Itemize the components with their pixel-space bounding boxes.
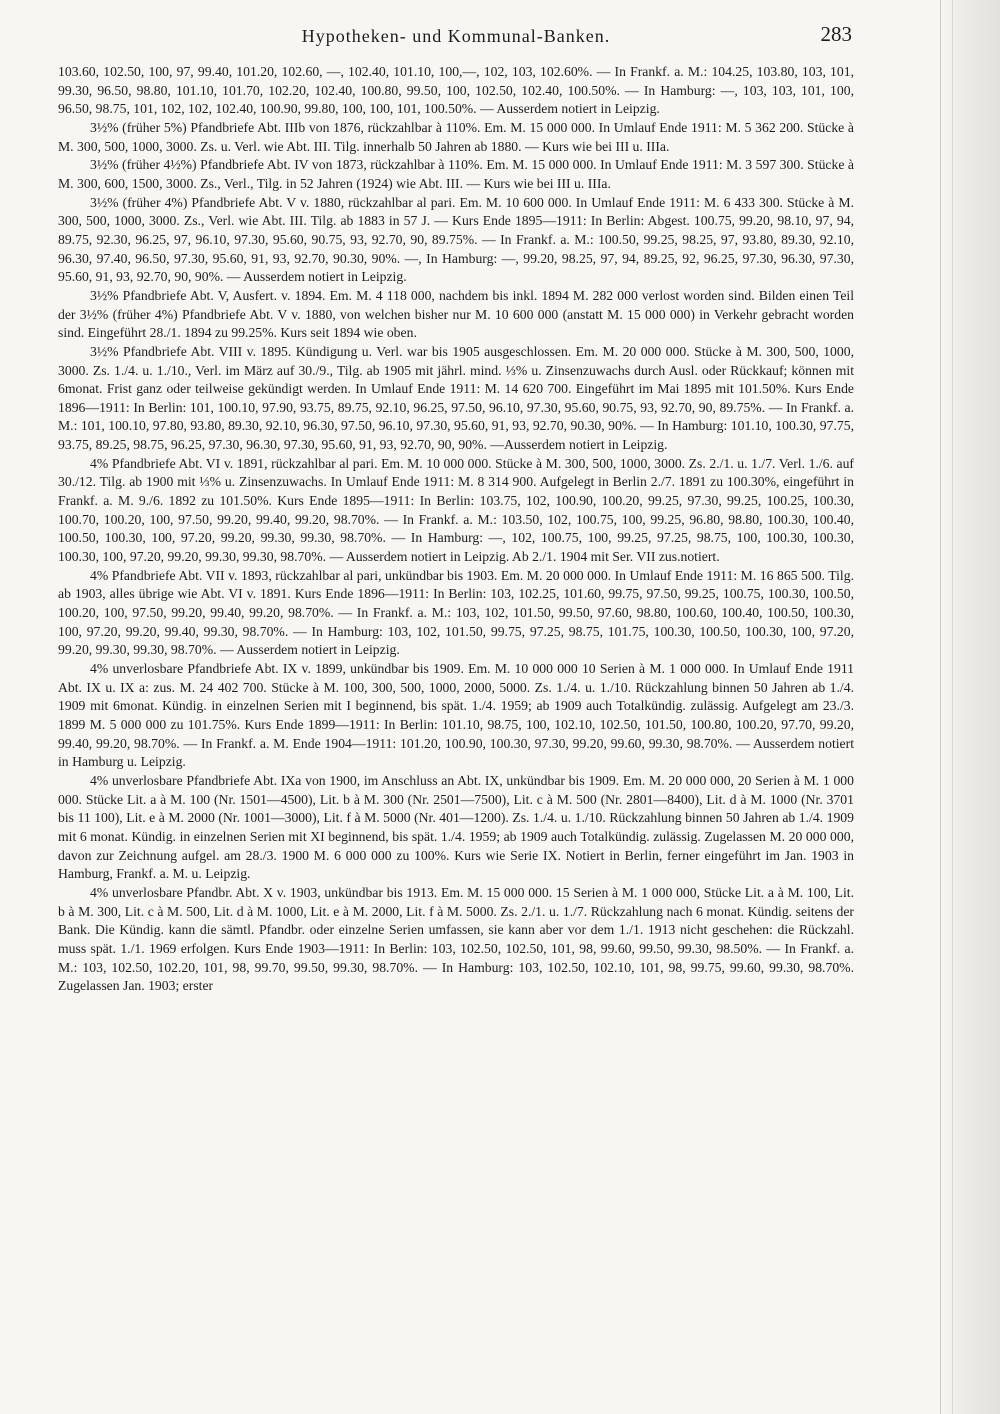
running-header bbox=[58, 20, 854, 56]
paragraph-abt-ix: 4% unverlosbare Pfandbriefe Abt. IX v. 1899, unkündbar bis 1909. Em. M. 10 000 000 10 Serien à M. 1 000 000. In Umlauf Ende 1911 Abt. IX u. IX a: zus. M. 24 402 700. Stücke à M. 100, 300, 500, 1000, 2000, 5000. Zs. 1./4. u. 1./10. Rückzahlung binnen 50 Jahren ab 1./4. 1909 mit 6monat. Kündig. in einzelnen Serien mit I beginnend, bis spät. 1./4. 1959; ab 1909 auch Totalkündig. zulässig. Aufgelegt am 23./3. 1899 M. 5 000 000 zu 101.75%. Kurs Ende 1899—1911: In Berlin: 101.10, 98.75, 100, 102.10, 102.50, 101.50, 100.80, 100.20, 97.70, 99.20, 99.40, 99.20, 98.70%. — In Frankf. a. M. Ende 1904—1911: 101.20, 100.90, 100.30, 97.30, 99.20, 99.60, 99.30, 98.70%. — Ausserdem notiert in Hamburg u. Leipzig. bbox=[58, 661, 854, 770]
paragraph-continuation: 103.60, 102.50, 100, 97, 99.40, 101.20, 102.60, —, 102.40, 101.10, 100,—, 102, 103, 102.60%. — In Frankf. a. M.: 104.25, 103.80, 103, 101, 99.30, 96.50, 98.80, 101.10, 101.70, 102.20, 102.40, 100.80, 99.50, 100, 102.50, 102.40, 100.50%. — In Hamburg: —, 103, 103, 101, 100, 96.50, 98.75, 101, 102, 102, 102.40, 100.90, 99.80, 100, 100, 101, 100.50%. — Ausserdem notiert in Leipzig. bbox=[58, 64, 854, 117]
running-title: Hypotheken- und Kommunal-Banken. bbox=[301, 26, 611, 46]
page-number: 283 bbox=[820, 22, 852, 46]
paragraph-abt-x: 4% unverlosbare Pfandbr. Abt. X v. 1903, unkündbar bis 1913. Em. M. 15 000 000. 15 Serien à M. 1 000 000, Stücke Lit. a à M. 100, Lit. b à M. 300, Lit. c à M. 500, Lit. d à M. 1000, Lit. e à M. 2000, Lit. f à M. 5000. Zs. 2./1. u. 1./7. Rückzahlung nach 6 monat. Kündig. seitens der Bank. Die Kündig. kann die sämtl. Pfandbr. oder einzelne Serien umfassen, sie kann aber vor dem 1./1. 1913 nicht geschehen: die Rückzahl. muss spät. 1./1. 1969 erfolgen. Kurs Ende 1903—1911: In Berlin: 103, 102.50, 102.50, 101, 98, 99.60, 99.50, 99.30, 98.50%. — In Frankf. a. M.: 103, 102.50, 102.20, 101, 98, 99.70, 99.50, 99.30, 98.70%. — In Hamburg: 103, 102.50, 102.10, 101, 98, 99.75, 99.60, 99.30, 98.70%. Zugelassen Jan. 1903; erster bbox=[58, 884, 854, 994]
paragraph-abt-ixa: 4% unverlosbare Pfandbriefe Abt. IXa von 1900, im Anschluss an Abt. IX, unkündbar bis 1909. Em. M. 20 000 000, 20 Serien à M. 1 000 000. Stücke Lit. a à M. 100 (Nr. 1501—4500), Lit. b à M. 300 (Nr. 2501—7500), Lit. c à M. 500 (Nr. 2801—8400), Lit. d à M. 1000 (Nr. 3701 bis 11 100), Lit. e à M. 2000 (Nr. 1001—3000), Lit. f à M. 5000 (Nr. 401—1200). Zs. 1./4. u. 1./10. Rückzahlung binnen 50 Jahren ab 1./4. 1909 mit 6 monat. Kündig. in einzelnen Serien mit XI beginnend, bis spät. 1./4. 1959; ab 1909 auch Totalkündig. zulässig. Zugelassen M. 20 000 000, davon zur Zeichnung aufgel. am 28./3. 1900 M. 6 000 000 zu 100%. Kurs wie Serie IX. Notiert in Berlin, ferner eingeführt im Jan. 1903 in Hamburg, Frankf. a. M. u. Leipzig. bbox=[58, 772, 854, 882]
paragraph-abt-vii: 4% Pfandbriefe Abt. VII v. 1893, rückzahlbar al pari, unkündbar bis 1903. Em. M. 20 000 000. In Umlauf Ende 1911: M. 16 865 500. Tilg. ab 1903, alles übrige wie Abt. VI v. 1891. Kurs Ende 1896—1911: In Berlin: 103, 102.25, 101.60, 99.75, 97.50, 99.25, 100.75, 100.30, 100.50, 100.20, 100, 97.50, 99.20, 99.40, 99.20, 98.70%. — In Frankf. a. M.: 103, 102, 101.50, 99.50, 97.60, 98.80, 100.60, 100.40, 100.50, 100.30, 100, 97.20, 99.20, 99.40, 99.30, 98.70%. — In Hamburg: 103, 102, 101.50, 99.75, 97.25, 98.75, 101.75, 100.30, 100.50, 100.30, 100, 97.20, 99.20, 99.30, 99.30, 98.70%. — Ausserdem notiert in Leipzig. bbox=[58, 567, 854, 658]
page-edge-line bbox=[952, 0, 953, 1414]
paragraph-abt-iiib: 3½% (früher 5%) Pfandbriefe Abt. IIIb von 1876, rückzahlbar à 110%. Em. M. 15 000 000. In Umlauf Ende 1911: M. 5 362 200. Stücke à M. 300, 500, 1000, 3000. Zs. u. Verl. wie Abt. III. Tilg. innerhalb 50 Jahren ab 1880. — Kurs wie bei III u. IIIa. bbox=[58, 119, 854, 154]
paragraph-abt-v-1894: 3½% Pfandbriefe Abt. V, Ausfert. v. 1894. Em. M. 4 118 000, nachdem bis inkl. 1894 M. 282 000 verlost worden sind. Bilden einen Teil der 3½% (früher 4%) Pfandbriefe Abt. V v. 1880, von welchen bisher nur M. 10 600 000 (anstatt M. 15 000 000) in Verkehr gebracht worden sind. Eingeführt 28./1. 1894 zu 99.25%. Kurs seit 1894 wie oben. bbox=[58, 287, 854, 341]
paragraph-abt-viii: 3½% Pfandbriefe Abt. VIII v. 1895. Kündigung u. Verl. war bis 1905 ausgeschlossen. Em. M. 20 000 000. Stücke à M. 300, 500, 1000, 3000. Zs. 1./4. u. 1./10., Verl. im März auf 30./9., Tilg. ab 1905 mit jährl. mind. ⅓% u. Zinsenzuwachs durch Ausl. oder Rückkauf; können mit 6monat. Frist ganz oder teilweise gekündigt werden. In Umlauf Ende 1911: M. 14 620 700. Eingeführt im Mai 1895 mit 101.50%. Kurs Ende 1896—1911: In Berlin: 101, 100.10, 97.90, 93.75, 89.75, 92.10, 96.25, 97.50, 96.10, 97.30, 95.60, 90.75, 93, 92.70, 90, 89.75%. — In Frankf. a. M.: 101, 100.10, 97.80, 93.80, 89.30, 92.10, 96.30, 97.50, 96.10, 97.30, 95.60, 91, 93, 92.70, 90.30, 90%. — In Hamburg: 101.10, 100.30, 97.75, 93.75, 89.25, 98.75, 96.25, 97.30, 96.30, 97.30, 95.60, 91, 93, 92.70, 90, 90%. —Ausserdem notiert in Leipzig. bbox=[58, 343, 854, 453]
body-text bbox=[58, 63, 854, 996]
page-edge-line bbox=[940, 0, 941, 1414]
page-edge-shadow bbox=[938, 0, 1000, 1414]
paragraph-abt-vi: 4% Pfandbriefe Abt. VI v. 1891, rückzahlbar al pari. Em. M. 10 000 000. Stücke à M. 300, 500, 1000, 3000. Zs. 2./1. u. 1./7. Verl. 1./6. auf 30./12. Tilg. ab 1900 mit ⅓% u. Zinsenzuwachs. In Umlauf Ende 1911: M. 8 314 900. Aufgelegt in Berlin 2./7. 1891 zu 100.30%, eingeführt in Frankf. a. M. 9./6. 1892 zu 101.50%. Kurs Ende 1895—1911: In Berlin: 103.75, 102, 100.90, 100.20, 99.25, 97.30, 99.25, 100.25, 100.30, 100.70, 100.20, 100, 97.50, 99.20, 99.40, 99.20, 98.70%. — In Frankf. a. M.: 103.50, 102, 100.75, 100, 99.25, 96.80, 98.80, 100.30, 100.40, 100.50, 100.30, 100, 97.20, 99.20, 99.30, 99.30, 98.70%. — In Hamburg: —, 102, 100.75, 100, 99.25, 97.25, 98.75, 100, 100.30, 100.30, 100.30, 100, 97.20, 99.20, 99.30, 99.30, 98.70%. — Ausserdem notiert in Leipzig. Ab 2./1. 1904 mit Ser. VII zus.notiert. bbox=[58, 455, 854, 565]
paragraph-abt-v-1880: 3½% (früher 4%) Pfandbriefe Abt. V v. 1880, rückzahlbar al pari. Em. M. 10 600 000. In Umlauf Ende 1911: M. 6 433 300. Stücke à M. 300, 500, 1000, 3000. Zs., Verl. wie Abt. III. Tilg. ab 1883 in 57 J. — Kurs Ende 1895—1911: In Berlin: Abgest. 100.75, 99.20, 98.10, 97, 94, 89.75, 92.30, 96.25, 97, 96.10, 97.30, 95.60, 90.75, 93, 92.70, 90, 89.75%. — In Frankf. a. M.: 100.50, 99.25, 98.25, 97, 93.80, 89.30, 92.10, 96.30, 97.40, 96.50, 97.30, 95.60, 91, 93, 92.70, 90.30, 90%. —, In Hamburg: —, 99.20, 98.25, 97, 94, 89.25, 92, 96.25, 97.30, 96.30, 97.30, 95.60, 91, 93, 92.70, 90, 90%. — Ausserdem notiert in Leipzig. bbox=[58, 194, 854, 285]
paragraph-abt-iv: 3½% (früher 4½%) Pfandbriefe Abt. IV von 1873, rückzahlbar à 110%. Em. M. 15 000 000. In Umlauf Ende 1911: M. 3 597 300. Stücke à M. 300, 600, 1500, 3000. Zs., Verl., Tilg. in 52 Jahren (1924) wie Abt. III. — Kurs wie bei III u. IIIa. bbox=[58, 157, 854, 191]
